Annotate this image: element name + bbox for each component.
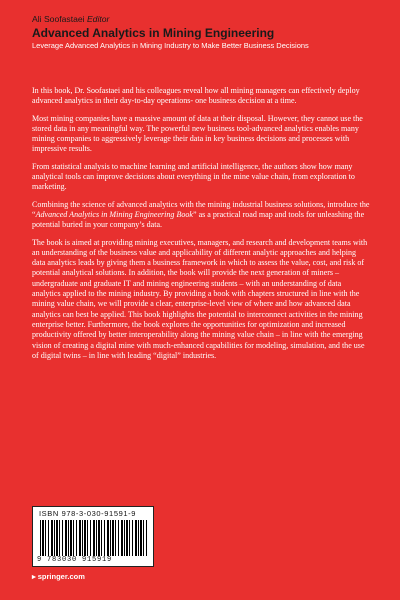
isbn-barcode [32,506,154,567]
barcode-digits: 9 783030 915919 [37,556,113,564]
isbn-number: ISBN 978-3-030-91591-9 [39,509,137,518]
publisher-url: springer.com [37,572,85,581]
blurb-paragraph-3: From statistical analysis to machine learning and artificial intelligence, the authors show how many analytical tools can improve decisions about everything in the mine value chain, from exploration to marketing. [32,161,355,192]
publisher-link[interactable] [32,572,85,581]
arrow-icon: ▸ [32,572,36,581]
editor-role: Editor [86,14,110,24]
back-cover-blurb [32,86,370,361]
blurb-paragraph-5: The book is aimed at providing mining executives, managers, and research and development teams with an understanding of the business value and applicability of different analytic approaches and helping data analytics leads by giving them a business framework in which to assess the value, cost, and risk of potential analytical solutions. In addition, the book will provide the next generation of miners – undergraduate and graduate IT and mining engineering students – with an understanding of data analytics applied to the mining industry. By providing a book with chapters structured in line with the mining value chain, we will provide a clear, enterprise-level view of where and how advanced data analytics can best be applied. This book highlights the potential to interconnect activities in the mining enterprise better. Furthermore, the book explores the opportunities for optimization and increased productivity offered by better interoperability along the mining value chain – in line with the emerging vision of creating a digital mine with much-enhanced capabilities for modeling, simulation, and the use of digital twins – in line with leading “digital” industries. [32,237,368,360]
blurb-p4-end: ” as a practical road map and tools for unleashing the potential buried in your company’s data. [32,209,365,230]
book-subtitle: Leverage Advanced Analytics in Mining Industry to Make Better Business Decisions [32,41,309,50]
blurb-p4-book-title: Advanced Analytics in Mining Engineering Book [35,209,193,219]
header [32,14,377,51]
blurb-paragraph-4 [32,200,370,231]
blurb-paragraph-1: In this book, Dr. Soofastaei and his colleagues reveal how all mining managers can effectively deploy advanced analytics in their day-to-day operations- one business decision at a time. [32,86,360,106]
barcode-bars [40,520,148,556]
editor-line [32,14,377,25]
book-title: Advanced Analytics in Mining Engineering [32,26,275,40]
blurb-p4-start: Combining the science of advanced analytics with the mining industrial business solutions, introduce the “ [32,199,370,219]
editor-name: Ali Soofastaei [32,14,85,24]
blurb-paragraph-2: Most mining companies have a massive amount of data at their disposal. However, they cannot use the stored data in any meaningful way. The powerful new business tool-advanced analytics enables many mining companies to aggressively leverage their data in key business decisions and processes with impressive results. [32,113,363,154]
